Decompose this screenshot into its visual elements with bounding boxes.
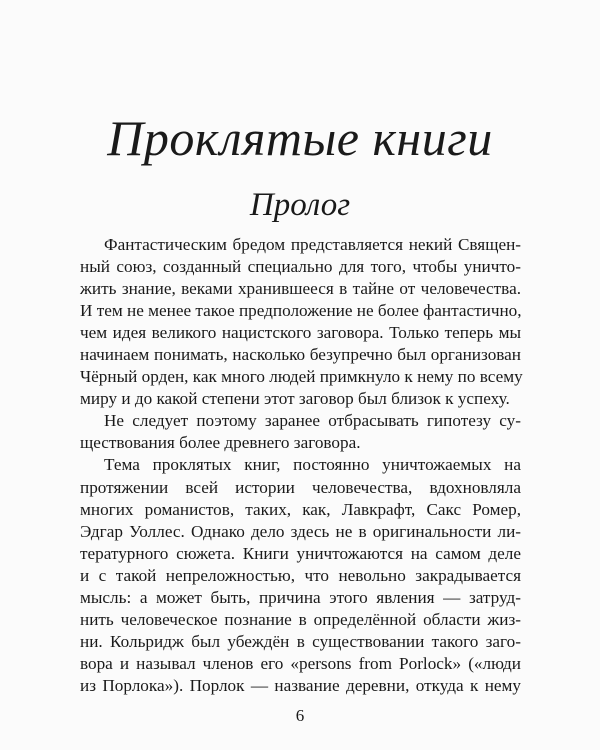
text-line: миру и до какой степени этот заговор был близок к успеху. <box>80 389 510 409</box>
text-line: ществования более древнего заговора. <box>80 433 361 453</box>
text-line: мысль: а может быть, причина этого явления — затруд- <box>80 587 521 607</box>
section-title: Пролог <box>249 187 351 223</box>
text-line: нить человеческое познание в определённой области жиз- <box>80 609 521 629</box>
text-line: Не следует поэтому заранее отбрасывать гипотезу су- <box>104 411 521 431</box>
text-line: начинаем понимать, насколько безупречно был организован <box>80 345 521 365</box>
text-line: чем идея великого нацистского заговора. Только теперь мы <box>80 323 521 343</box>
text-line: И тем не менее такое предположение не более фантастично, <box>80 301 522 321</box>
text-line: Эдгар Уоллес. Однако дело здесь не в оригинальности ли- <box>80 521 521 541</box>
text-line: протяжении всей истории человечества, вдохновляла <box>80 477 521 497</box>
text-line: тературного сюжета. Книги уничтожаются на самом деле <box>80 543 521 563</box>
text-line: Тема проклятых книг, постоянно уничтожаемых на <box>104 455 521 475</box>
text-line: жить знание, веками хранившееся в тайне от человечества. <box>80 279 521 299</box>
text-line: Фантастическим бредом представляется некий Священ- <box>104 235 521 254</box>
text-line: Чёрный орден, как много людей примкнуло к нему по всему <box>80 367 523 387</box>
text-line: из Порлока»). Порлок — название деревни, откуда к нему <box>80 675 521 695</box>
body-text <box>80 234 521 697</box>
text-line: многих романистов, таких, как, Лавкрафт, Сакс Ромер, <box>80 499 521 519</box>
chapter-title: Проклятые книги <box>107 110 493 166</box>
text-line: вора и называл членов его «persons from Porlock» («люди <box>80 653 521 673</box>
page-number: 6 <box>295 706 305 725</box>
text-line: ни. Кольридж был убеждён в существовании такого заго- <box>80 631 521 651</box>
text-line: и с такой непреложностью, что невольно закрадывается <box>80 565 521 585</box>
text-line: ный союз, созданный специально для того, чтобы уничто- <box>80 257 521 277</box>
